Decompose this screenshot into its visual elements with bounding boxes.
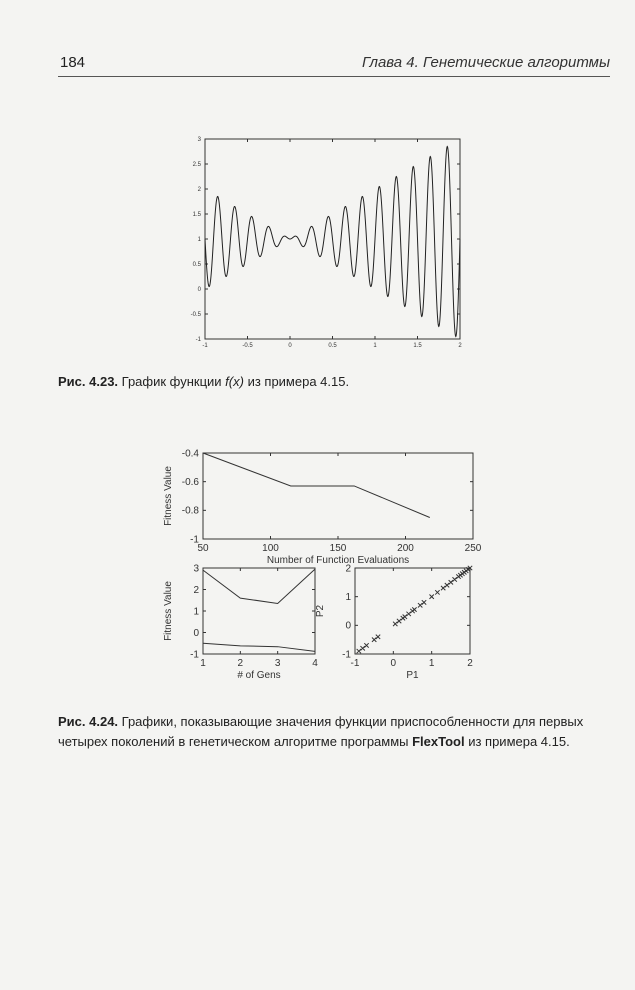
y-tick-label: -1 <box>190 649 199 661</box>
x-axis-label: Number of Function Evaluations <box>266 555 410 566</box>
scatter-point <box>357 649 361 653</box>
scatter-point <box>429 594 433 598</box>
x-tick-label: 1 <box>373 343 377 349</box>
x-tick-label: 3 <box>274 658 281 669</box>
x-tick-label: 2 <box>458 343 462 349</box>
scatter-point <box>403 615 407 619</box>
y-tick-label: 2.5 <box>192 162 201 168</box>
caption-text-end: из примера 4.15. <box>243 374 350 389</box>
figure-4-24-caption <box>58 712 598 752</box>
y-tick-label: 3 <box>197 137 201 143</box>
series-line-2 <box>203 643 315 651</box>
y-axis-label: P2 <box>315 604 326 618</box>
y-tick-label: 1 <box>193 606 199 618</box>
scatter-point <box>406 612 410 616</box>
x-tick-label: 50 <box>197 543 209 554</box>
x-tick-label: 4 <box>312 658 318 669</box>
y-axis-label: Fitness Value <box>163 581 174 641</box>
y-tick-label: -0.5 <box>190 312 201 318</box>
y-tick-label: 0.5 <box>192 262 201 268</box>
series-line-1 <box>203 569 315 603</box>
x-tick-label: 0 <box>288 343 292 349</box>
figure-4-23-caption <box>58 372 578 392</box>
caption-label: Рис. 4.23. <box>58 374 119 389</box>
caption-program-name: FlexTool <box>412 734 465 749</box>
y-axis-label: Fitness Value <box>163 466 174 526</box>
caption-text: Графики, показывающие значения функции приспособленности для первых четырех поколений в генетическом алгоритме программы <box>58 714 584 749</box>
y-tick-label: 2 <box>193 584 199 596</box>
page-number: 184 <box>60 54 86 71</box>
scatter-point <box>393 622 397 626</box>
x-tick-label: 250 <box>464 543 482 554</box>
scatter-point <box>422 600 426 604</box>
scatter-point <box>449 580 453 584</box>
scatter-point <box>418 603 422 607</box>
x-tick-label: 0 <box>390 658 397 669</box>
y-tick-label: 0 <box>193 627 199 639</box>
caption-function: f(x) <box>225 374 244 389</box>
plot-frame <box>203 568 315 654</box>
fitness-line <box>203 453 430 518</box>
scatter-point <box>360 646 364 650</box>
caption-label: Рис. 4.24. <box>58 714 119 729</box>
y-tick-label: -0.4 <box>181 448 199 460</box>
x-tick-label: -0.5 <box>242 343 253 349</box>
scatter-point <box>435 590 439 594</box>
y-tick-label: -0.8 <box>181 505 199 517</box>
scatter-point <box>441 586 445 590</box>
x-tick-label: 2 <box>237 658 244 669</box>
y-tick-label: -1 <box>195 337 201 343</box>
y-tick-label: 1 <box>345 592 351 603</box>
scatter-point <box>376 635 380 639</box>
x-tick-label: -1 <box>202 343 208 349</box>
caption-text: График функции <box>118 374 226 389</box>
scatter-point <box>445 583 449 587</box>
y-tick-label: -1 <box>190 534 199 546</box>
x-axis-label: # of Gens <box>237 670 281 681</box>
x-tick-label: -1 <box>350 658 360 669</box>
y-tick-label: 1 <box>197 237 201 243</box>
x-tick-label: 1.5 <box>413 343 422 349</box>
caption-text-end: из примера 4.15. <box>464 734 570 749</box>
x-tick-label: 0.5 <box>328 343 337 349</box>
chapter-title: Глава 4. Генетические алгоритмы <box>361 54 610 71</box>
x-tick-label: 1 <box>428 658 435 669</box>
plot-frame <box>203 453 473 539</box>
scatter-point <box>412 607 416 611</box>
scatter-point <box>372 637 376 641</box>
x-tick-label: 150 <box>329 543 347 554</box>
scatter-point <box>452 577 456 581</box>
y-tick-label: 0 <box>345 620 351 632</box>
y-tick-label: -0.6 <box>181 477 199 488</box>
y-tick-label: -1 <box>342 649 351 661</box>
y-tick-label: 3 <box>193 563 199 575</box>
x-tick-label: 100 <box>262 543 279 554</box>
x-tick-label: 2 <box>467 658 473 669</box>
scatter-point <box>364 643 368 647</box>
y-tick-label: 2 <box>345 563 351 575</box>
scatter-point <box>397 619 401 623</box>
y-tick-label: 0 <box>197 287 201 293</box>
x-tick-label: 200 <box>397 543 414 554</box>
y-tick-label: 1.5 <box>192 212 201 218</box>
y-tick-label: 2 <box>197 187 201 193</box>
x-tick-label: 1 <box>200 658 206 669</box>
x-axis-label: P1 <box>406 670 419 681</box>
function-curve <box>205 147 460 337</box>
